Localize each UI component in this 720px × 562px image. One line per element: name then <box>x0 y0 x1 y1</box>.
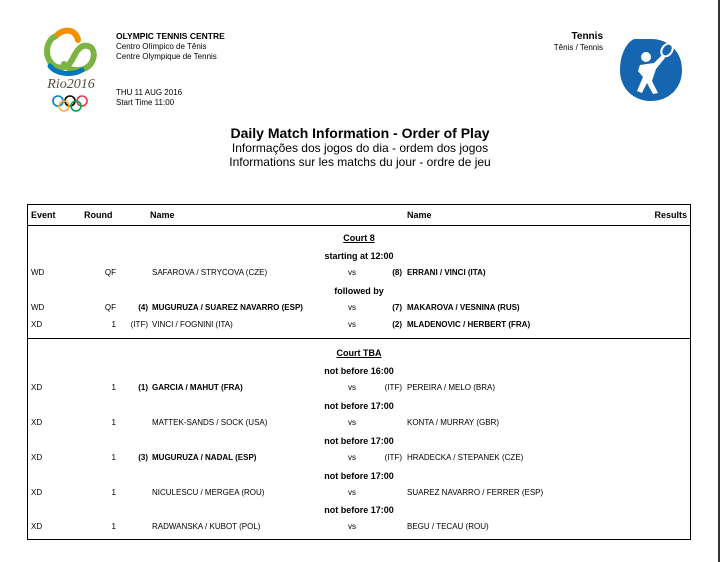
vs-label: vs <box>348 418 356 427</box>
team-2: BEGU / TECAU (ROU) <box>407 522 489 531</box>
match-round: 1 <box>111 320 116 329</box>
col-name-2: Name <box>407 210 432 220</box>
timing-label: not before 17:00 <box>324 505 394 515</box>
sport-name: Tennis <box>571 31 603 42</box>
vs-label: vs <box>348 522 356 531</box>
seed-1: (3) <box>138 453 148 462</box>
seed-1: (1) <box>138 383 148 392</box>
title-fr: Informations sur les matchs du jour - ordre de jeu <box>229 155 491 169</box>
team-2: HRADECKA / STEPANEK (CZE) <box>407 453 524 462</box>
vs-label: vs <box>348 383 356 392</box>
seed-2: (ITF) <box>384 453 402 462</box>
match-row <box>28 268 690 280</box>
match-event: XD <box>31 453 43 462</box>
col-event: Event <box>31 210 56 220</box>
event-date: THU 11 AUG 2016 <box>116 88 183 97</box>
seed-1: (ITF) <box>130 320 148 329</box>
timing-label: not before 17:00 <box>324 436 394 446</box>
match-row <box>28 418 690 430</box>
match-row <box>28 488 690 500</box>
match-event: XD <box>31 522 43 531</box>
team-2: KONTA / MURRAY (GBR) <box>407 418 500 427</box>
match-round: QF <box>104 303 116 312</box>
title-en: Daily Match Information - Order of Play <box>230 125 490 141</box>
team-1: MUGURUZA / SUAREZ NAVARRO (ESP) <box>152 303 303 312</box>
venue-name-pt: Centro Olímpico de Tênis <box>116 41 207 51</box>
timing-label: not before 17:00 <box>324 401 394 411</box>
court-title: Court 8 <box>343 233 375 243</box>
timing-label: not before 17:00 <box>324 471 394 481</box>
team-1: GARCIA / MAHUT (FRA) <box>152 383 243 392</box>
team-2: SUAREZ NAVARRO / FERRER (ESP) <box>407 488 544 497</box>
vs-label: vs <box>348 268 356 277</box>
venue-name-fr: Centre Olympique de Tennis <box>116 52 217 61</box>
start-time: Start Time 11:00 <box>116 98 175 107</box>
match-event: WD <box>31 303 45 312</box>
match-round: 1 <box>111 418 116 427</box>
col-results: Results <box>654 210 687 220</box>
vs-label: vs <box>348 320 356 329</box>
court-title: Court TBA <box>336 348 382 358</box>
team-2: PEREIRA / MELO (BRA) <box>407 383 496 392</box>
rio2016-logo <box>36 26 106 116</box>
match-round: 1 <box>111 522 116 531</box>
seed-2: (2) <box>392 320 402 329</box>
match-row <box>28 320 690 332</box>
court-divider <box>28 338 690 339</box>
match-round: 1 <box>111 488 116 497</box>
date-block <box>116 88 182 108</box>
match-event: XD <box>31 418 43 427</box>
vs-label: vs <box>348 488 356 497</box>
match-event: XD <box>31 383 43 392</box>
tennis-pictogram-icon <box>618 37 684 103</box>
col-name-1: Name <box>150 210 175 220</box>
timing-label: starting at 12:00 <box>324 251 394 261</box>
table-header <box>28 205 690 226</box>
team-1: RADWANSKA / KUBOT (POL) <box>152 522 261 531</box>
timing-label: followed by <box>334 286 384 296</box>
team-1: MUGURUZA / NADAL (ESP) <box>152 453 257 462</box>
team-1: VINCI / FOGNINI (ITA) <box>152 320 233 329</box>
timing-label: not before 16:00 <box>324 366 394 376</box>
col-round: Round <box>84 210 113 220</box>
document-title <box>0 125 720 169</box>
team-1: MATTEK-SANDS / SOCK (USA) <box>152 418 268 427</box>
vs-label: vs <box>348 303 356 312</box>
title-pt: Informações dos jogos do dia - ordem dos jogos <box>231 141 489 155</box>
vs-label: vs <box>348 453 356 462</box>
seed-2: (7) <box>392 303 402 312</box>
match-round: QF <box>104 268 116 277</box>
match-row <box>28 522 690 534</box>
match-row <box>28 303 690 315</box>
rio2016-wordmark: Rio2016 <box>47 77 95 92</box>
match-event: XD <box>31 320 43 329</box>
match-round: 1 <box>111 383 116 392</box>
match-round: 1 <box>111 453 116 462</box>
order-of-play-table <box>27 204 691 540</box>
team-1: NICULESCU / MERGEA (ROU) <box>152 488 265 497</box>
match-row <box>28 453 690 465</box>
sport-block <box>554 31 603 53</box>
team-2: ERRANI / VINCI (ITA) <box>407 268 486 277</box>
venue-block <box>116 31 225 63</box>
team-2: MLADENOVIC / HERBERT (FRA) <box>407 320 531 329</box>
team-1: SAFAROVA / STRYCOVA (CZE) <box>152 268 268 277</box>
match-event: WD <box>31 268 45 277</box>
venue-name: OLYMPIC TENNIS CENTRE <box>116 31 225 41</box>
team-2: MAKAROVA / VESNINA (RUS) <box>407 303 520 312</box>
sport-name-sub: Tênis / Tennis <box>553 43 603 52</box>
match-row <box>28 383 690 395</box>
seed-2: (8) <box>392 268 402 277</box>
seed-1: (4) <box>138 303 148 312</box>
match-event: XD <box>31 488 43 497</box>
seed-2: (ITF) <box>384 383 402 392</box>
